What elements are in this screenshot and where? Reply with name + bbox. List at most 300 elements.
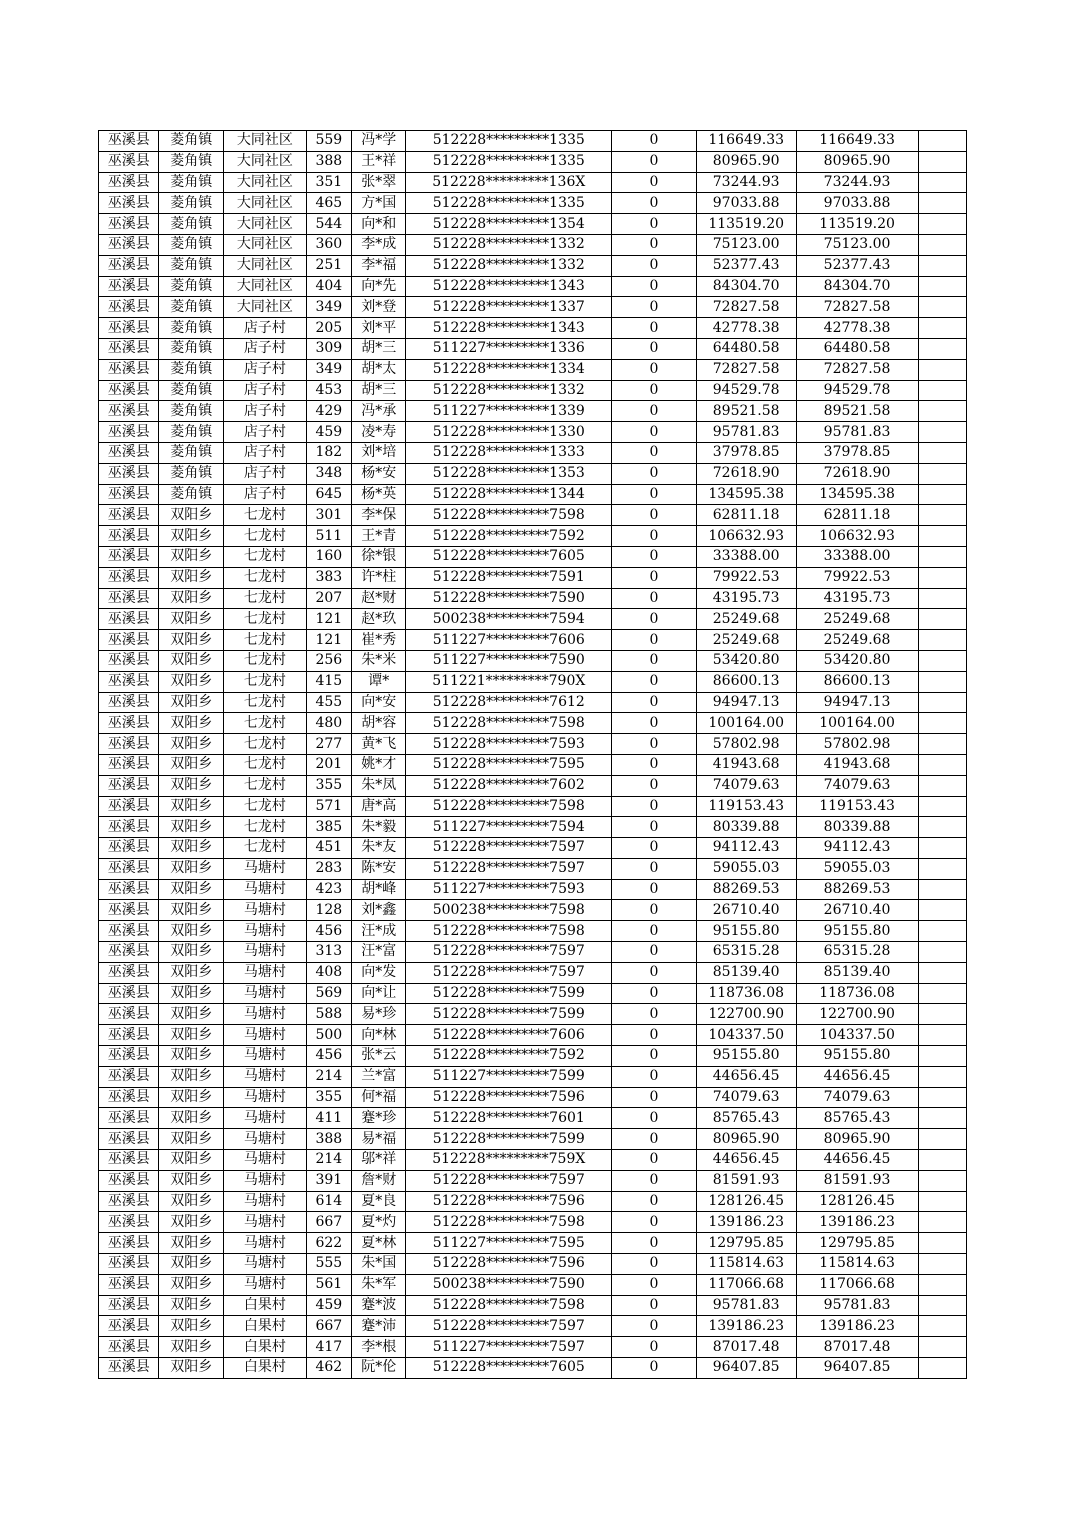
table-row	[99, 359, 967, 380]
cell-name: 胡*峰	[352, 879, 406, 900]
cell-amount: 25249.68	[696, 609, 796, 630]
cell-county: 巫溪县	[99, 1191, 159, 1212]
cell-zero-value: 0	[612, 962, 697, 983]
cell-zero-value: 0	[612, 297, 697, 318]
cell-town: 双阳乡	[159, 921, 224, 942]
cell-id-number: 512228*********7592	[406, 1046, 612, 1067]
cell-id-number: 512228*********1333	[406, 442, 612, 463]
cell-town: 菱角镇	[159, 151, 224, 172]
cell-town: 双阳乡	[159, 1150, 224, 1171]
cell-note	[918, 442, 966, 463]
cell-note	[918, 1087, 966, 1108]
cell-amount: 139186.23	[696, 1316, 796, 1337]
cell-count: 214	[306, 1150, 351, 1171]
cell-amount: 81591.93	[696, 1170, 796, 1191]
cell-id-number: 512228*********136X	[406, 172, 612, 193]
cell-county: 巫溪县	[99, 671, 159, 692]
cell-town: 双阳乡	[159, 879, 224, 900]
cell-note	[918, 172, 966, 193]
table-row	[99, 1274, 967, 1295]
cell-amount: 113519.20	[696, 214, 796, 235]
cell-total: 73244.93	[796, 172, 918, 193]
cell-zero-value: 0	[612, 838, 697, 859]
cell-id-number: 512228*********7591	[406, 567, 612, 588]
cell-name: 刘*平	[352, 318, 406, 339]
table-row	[99, 630, 967, 651]
cell-amount: 44656.45	[696, 1066, 796, 1087]
cell-id-number: 500238*********7594	[406, 609, 612, 630]
cell-count: 388	[306, 1129, 351, 1150]
cell-note	[918, 671, 966, 692]
cell-zero-value: 0	[612, 1233, 697, 1254]
cell-id-number: 511227*********1336	[406, 338, 612, 359]
cell-zero-value: 0	[612, 734, 697, 755]
cell-amount: 80965.90	[696, 1129, 796, 1150]
cell-note	[918, 380, 966, 401]
table-row	[99, 172, 967, 193]
cell-village: 七龙村	[224, 796, 307, 817]
cell-name: 徐*银	[352, 546, 406, 567]
cell-town: 双阳乡	[159, 671, 224, 692]
table-row	[99, 463, 967, 484]
cell-zero-value: 0	[612, 921, 697, 942]
cell-town: 双阳乡	[159, 630, 224, 651]
cell-total: 64480.58	[796, 338, 918, 359]
cell-name: 朱*友	[352, 838, 406, 859]
cell-town: 双阳乡	[159, 775, 224, 796]
cell-amount: 74079.63	[696, 1087, 796, 1108]
cell-note	[918, 650, 966, 671]
cell-count: 391	[306, 1170, 351, 1191]
cell-total: 128126.45	[796, 1191, 918, 1212]
cell-count: 160	[306, 546, 351, 567]
cell-count: 128	[306, 900, 351, 921]
cell-amount: 86600.13	[696, 671, 796, 692]
cell-count: 355	[306, 775, 351, 796]
cell-village: 七龙村	[224, 526, 307, 547]
cell-note	[918, 900, 966, 921]
cell-name: 向*先	[352, 276, 406, 297]
cell-total: 72827.58	[796, 359, 918, 380]
cell-zero-value: 0	[612, 505, 697, 526]
cell-town: 双阳乡	[159, 734, 224, 755]
cell-zero-value: 0	[612, 131, 697, 152]
cell-total: 134595.38	[796, 484, 918, 505]
cell-total: 85139.40	[796, 962, 918, 983]
table-row	[99, 1233, 967, 1254]
cell-count: 453	[306, 380, 351, 401]
cell-id-number: 512228*********7596	[406, 1087, 612, 1108]
cell-note	[918, 1358, 966, 1379]
cell-total: 115814.63	[796, 1254, 918, 1275]
cell-count: 385	[306, 817, 351, 838]
cell-count: 417	[306, 1337, 351, 1358]
cell-count: 355	[306, 1087, 351, 1108]
table-row	[99, 505, 967, 526]
cell-total: 72618.90	[796, 463, 918, 484]
table-row	[99, 921, 967, 942]
cell-county: 巫溪县	[99, 255, 159, 276]
cell-amount: 100164.00	[696, 713, 796, 734]
cell-village: 七龙村	[224, 588, 307, 609]
cell-amount: 65315.28	[696, 942, 796, 963]
cell-zero-value: 0	[612, 1108, 697, 1129]
cell-town: 菱角镇	[159, 131, 224, 152]
cell-county: 巫溪县	[99, 172, 159, 193]
cell-total: 44656.45	[796, 1066, 918, 1087]
cell-zero-value: 0	[612, 276, 697, 297]
cell-amount: 72827.58	[696, 359, 796, 380]
cell-note	[918, 942, 966, 963]
cell-village: 七龙村	[224, 734, 307, 755]
cell-name: 汪*成	[352, 921, 406, 942]
cell-town: 双阳乡	[159, 1066, 224, 1087]
cell-count: 451	[306, 838, 351, 859]
table-row	[99, 1025, 967, 1046]
cell-town: 双阳乡	[159, 609, 224, 630]
cell-id-number: 512228*********1343	[406, 276, 612, 297]
cell-village: 店子村	[224, 484, 307, 505]
cell-county: 巫溪县	[99, 505, 159, 526]
cell-count: 251	[306, 255, 351, 276]
cell-name: 凌*寿	[352, 422, 406, 443]
cell-county: 巫溪县	[99, 151, 159, 172]
cell-village: 马塘村	[224, 879, 307, 900]
cell-id-number: 512228*********7592	[406, 526, 612, 547]
cell-county: 巫溪县	[99, 1254, 159, 1275]
cell-note	[918, 858, 966, 879]
cell-id-number: 512228*********7598	[406, 713, 612, 734]
cell-town: 双阳乡	[159, 1129, 224, 1150]
cell-total: 94947.13	[796, 692, 918, 713]
table-row	[99, 380, 967, 401]
cell-total: 57802.98	[796, 734, 918, 755]
cell-name: 向*和	[352, 214, 406, 235]
cell-zero-value: 0	[612, 983, 697, 1004]
cell-name: 陈*安	[352, 858, 406, 879]
cell-county: 巫溪县	[99, 1025, 159, 1046]
cell-id-number: 512228*********7593	[406, 734, 612, 755]
cell-total: 26710.40	[796, 900, 918, 921]
cell-county: 巫溪县	[99, 234, 159, 255]
cell-amount: 96407.85	[696, 1358, 796, 1379]
cell-note	[918, 1129, 966, 1150]
table-row	[99, 879, 967, 900]
cell-town: 双阳乡	[159, 1212, 224, 1233]
cell-town: 双阳乡	[159, 754, 224, 775]
cell-town: 双阳乡	[159, 1337, 224, 1358]
table-row	[99, 609, 967, 630]
cell-name: 刘*培	[352, 442, 406, 463]
cell-count: 360	[306, 234, 351, 255]
cell-zero-value: 0	[612, 942, 697, 963]
cell-county: 巫溪县	[99, 526, 159, 547]
cell-total: 79922.53	[796, 567, 918, 588]
cell-total: 94529.78	[796, 380, 918, 401]
cell-count: 309	[306, 338, 351, 359]
cell-zero-value: 0	[612, 1046, 697, 1067]
cell-note	[918, 422, 966, 443]
cell-town: 双阳乡	[159, 838, 224, 859]
cell-amount: 62811.18	[696, 505, 796, 526]
cell-village: 七龙村	[224, 775, 307, 796]
cell-name: 刘*登	[352, 297, 406, 318]
cell-village: 白果村	[224, 1337, 307, 1358]
cell-village: 七龙村	[224, 546, 307, 567]
cell-id-number: 512228*********7595	[406, 754, 612, 775]
table-row	[99, 1316, 967, 1337]
cell-village: 白果村	[224, 1295, 307, 1316]
cell-town: 双阳乡	[159, 1274, 224, 1295]
cell-zero-value: 0	[612, 422, 697, 443]
cell-note	[918, 1108, 966, 1129]
cell-name: 赵*财	[352, 588, 406, 609]
cell-amount: 89521.58	[696, 401, 796, 422]
cell-village: 马塘村	[224, 1254, 307, 1275]
cell-name: 何*福	[352, 1087, 406, 1108]
cell-village: 马塘村	[224, 921, 307, 942]
cell-village: 马塘村	[224, 1108, 307, 1129]
cell-zero-value: 0	[612, 380, 697, 401]
cell-county: 巫溪县	[99, 1108, 159, 1129]
cell-id-number: 512228*********1353	[406, 463, 612, 484]
table-row	[99, 276, 967, 297]
cell-name: 李*成	[352, 234, 406, 255]
cell-town: 菱角镇	[159, 484, 224, 505]
cell-village: 马塘村	[224, 1129, 307, 1150]
cell-village: 大同社区	[224, 255, 307, 276]
cell-town: 双阳乡	[159, 1004, 224, 1025]
cell-town: 菱角镇	[159, 422, 224, 443]
cell-zero-value: 0	[612, 1129, 697, 1150]
cell-town: 菱角镇	[159, 338, 224, 359]
cell-town: 菱角镇	[159, 359, 224, 380]
cell-amount: 57802.98	[696, 734, 796, 755]
cell-village: 七龙村	[224, 650, 307, 671]
cell-note	[918, 1274, 966, 1295]
cell-note	[918, 754, 966, 775]
cell-id-number: 511227*********7597	[406, 1337, 612, 1358]
cell-total: 118736.08	[796, 983, 918, 1004]
cell-county: 巫溪县	[99, 962, 159, 983]
cell-amount: 128126.45	[696, 1191, 796, 1212]
cell-count: 408	[306, 962, 351, 983]
table-row	[99, 754, 967, 775]
cell-amount: 95781.83	[696, 422, 796, 443]
cell-zero-value: 0	[612, 1358, 697, 1379]
cell-zero-value: 0	[612, 526, 697, 547]
cell-total: 139186.23	[796, 1212, 918, 1233]
cell-name: 向*让	[352, 983, 406, 1004]
cell-name: 向*林	[352, 1025, 406, 1046]
cell-total: 52377.43	[796, 255, 918, 276]
cell-zero-value: 0	[612, 463, 697, 484]
cell-count: 349	[306, 297, 351, 318]
cell-county: 巫溪县	[99, 1212, 159, 1233]
table-row	[99, 297, 967, 318]
cell-note	[918, 713, 966, 734]
cell-county: 巫溪县	[99, 193, 159, 214]
cell-total: 88269.53	[796, 879, 918, 900]
cell-village: 七龙村	[224, 505, 307, 526]
cell-county: 巫溪县	[99, 796, 159, 817]
cell-name: 王*青	[352, 526, 406, 547]
cell-village: 七龙村	[224, 692, 307, 713]
cell-zero-value: 0	[612, 1170, 697, 1191]
cell-total: 72827.58	[796, 297, 918, 318]
cell-id-number: 512228*********1344	[406, 484, 612, 505]
cell-name: 夏*灼	[352, 1212, 406, 1233]
cell-note	[918, 1046, 966, 1067]
cell-name: 刘*鑫	[352, 900, 406, 921]
cell-village: 马塘村	[224, 1191, 307, 1212]
cell-county: 巫溪县	[99, 338, 159, 359]
cell-total: 106632.93	[796, 526, 918, 547]
cell-note	[918, 1066, 966, 1087]
cell-name: 方*国	[352, 193, 406, 214]
cell-town: 双阳乡	[159, 942, 224, 963]
cell-town: 双阳乡	[159, 1295, 224, 1316]
cell-county: 巫溪县	[99, 1066, 159, 1087]
cell-amount: 26710.40	[696, 900, 796, 921]
cell-note	[918, 962, 966, 983]
cell-total: 129795.85	[796, 1233, 918, 1254]
cell-amount: 106632.93	[696, 526, 796, 547]
cell-id-number: 500238*********7598	[406, 900, 612, 921]
cell-amount: 122700.90	[696, 1004, 796, 1025]
cell-total: 100164.00	[796, 713, 918, 734]
cell-village: 马塘村	[224, 1087, 307, 1108]
cell-name: 兰*富	[352, 1066, 406, 1087]
table-row	[99, 1087, 967, 1108]
cell-town: 双阳乡	[159, 858, 224, 879]
cell-village: 马塘村	[224, 1274, 307, 1295]
cell-county: 巫溪县	[99, 463, 159, 484]
cell-name: 蹇*波	[352, 1295, 406, 1316]
cell-county: 巫溪县	[99, 900, 159, 921]
cell-id-number: 512228*********7598	[406, 1212, 612, 1233]
cell-town: 双阳乡	[159, 900, 224, 921]
cell-count: 283	[306, 858, 351, 879]
cell-town: 双阳乡	[159, 1087, 224, 1108]
cell-name: 向*安	[352, 692, 406, 713]
cell-town: 双阳乡	[159, 546, 224, 567]
cell-total: 104337.50	[796, 1025, 918, 1046]
cell-note	[918, 609, 966, 630]
cell-county: 巫溪县	[99, 1170, 159, 1191]
cell-town: 双阳乡	[159, 526, 224, 547]
cell-county: 巫溪县	[99, 1337, 159, 1358]
cell-name: 胡*三	[352, 338, 406, 359]
table-row	[99, 401, 967, 422]
table-body	[99, 131, 967, 1379]
cell-note	[918, 817, 966, 838]
cell-county: 巫溪县	[99, 1046, 159, 1067]
cell-amount: 95781.83	[696, 1295, 796, 1316]
cell-village: 店子村	[224, 401, 307, 422]
cell-name: 蹇*珍	[352, 1108, 406, 1129]
cell-id-number: 512228*********7599	[406, 1129, 612, 1150]
table-row	[99, 900, 967, 921]
cell-village: 店子村	[224, 318, 307, 339]
cell-town: 双阳乡	[159, 1025, 224, 1046]
cell-amount: 95155.80	[696, 921, 796, 942]
cell-id-number: 511227*********1339	[406, 401, 612, 422]
cell-total: 119153.43	[796, 796, 918, 817]
cell-zero-value: 0	[612, 567, 697, 588]
cell-id-number: 512228*********7598	[406, 921, 612, 942]
cell-zero-value: 0	[612, 546, 697, 567]
cell-name: 夏*良	[352, 1191, 406, 1212]
cell-count: 429	[306, 401, 351, 422]
cell-name: 胡*三	[352, 380, 406, 401]
cell-note	[918, 1004, 966, 1025]
cell-amount: 72827.58	[696, 297, 796, 318]
cell-amount: 33388.00	[696, 546, 796, 567]
cell-count: 459	[306, 422, 351, 443]
cell-total: 65315.28	[796, 942, 918, 963]
cell-total: 37978.85	[796, 442, 918, 463]
cell-village: 七龙村	[224, 838, 307, 859]
cell-count: 201	[306, 754, 351, 775]
cell-town: 双阳乡	[159, 713, 224, 734]
table-row	[99, 817, 967, 838]
cell-village: 大同社区	[224, 193, 307, 214]
table-row	[99, 422, 967, 443]
cell-zero-value: 0	[612, 817, 697, 838]
cell-county: 巫溪县	[99, 775, 159, 796]
cell-note	[918, 838, 966, 859]
cell-amount: 37978.85	[696, 442, 796, 463]
table-row	[99, 1046, 967, 1067]
cell-name: 胡*容	[352, 713, 406, 734]
table-row	[99, 1212, 967, 1233]
cell-zero-value: 0	[612, 318, 697, 339]
cell-count: 277	[306, 734, 351, 755]
table-row	[99, 796, 967, 817]
cell-count: 480	[306, 713, 351, 734]
cell-zero-value: 0	[612, 1191, 697, 1212]
cell-count: 588	[306, 1004, 351, 1025]
cell-town: 双阳乡	[159, 983, 224, 1004]
cell-note	[918, 983, 966, 1004]
cell-county: 巫溪县	[99, 214, 159, 235]
cell-town: 双阳乡	[159, 1358, 224, 1379]
cell-amount: 80339.88	[696, 817, 796, 838]
cell-count: 313	[306, 942, 351, 963]
cell-county: 巫溪县	[99, 713, 159, 734]
table-row	[99, 775, 967, 796]
cell-note	[918, 463, 966, 484]
cell-count: 456	[306, 921, 351, 942]
cell-total: 42778.38	[796, 318, 918, 339]
cell-note	[918, 1316, 966, 1337]
cell-name: 王*祥	[352, 151, 406, 172]
cell-county: 巫溪县	[99, 754, 159, 775]
cell-id-number: 512228*********1335	[406, 131, 612, 152]
cell-count: 614	[306, 1191, 351, 1212]
cell-count: 455	[306, 692, 351, 713]
cell-id-number: 512228*********1335	[406, 151, 612, 172]
table-row	[99, 1358, 967, 1379]
cell-amount: 80965.90	[696, 151, 796, 172]
cell-id-number: 512228*********1332	[406, 234, 612, 255]
cell-total: 59055.03	[796, 858, 918, 879]
cell-count: 411	[306, 1108, 351, 1129]
cell-village: 马塘村	[224, 1150, 307, 1171]
cell-name: 李*保	[352, 505, 406, 526]
cell-count: 205	[306, 318, 351, 339]
